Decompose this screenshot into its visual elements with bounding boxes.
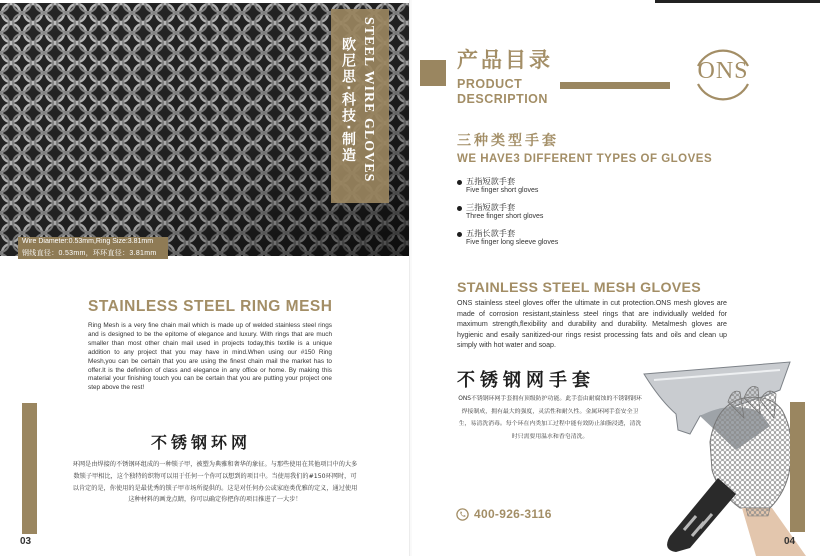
phone-number: 400-926-3116 (474, 507, 552, 521)
mesh-gloves-paragraph: ONS stainless steel gloves offer the ultimate in cut protection.ONS mesh gloves are made of corrosion resistant,stainless steel rings that are individually welded for maximum strength,flexibility and durability and durability. Metalmesh gloves are hygienic and esaily sanitized-our rings resist processing fats and oils and clean up simply with hot water and soap. (457, 299, 727, 350)
title-accent-square (420, 60, 446, 86)
glove-types-heading-en: WE HAVE3 DIFFERENT TYPES OF GLOVES (457, 153, 713, 165)
bullet-dot-icon (457, 180, 462, 185)
right-accent-bar (790, 402, 805, 532)
glove-type-cn: 五指短款手套 (466, 176, 516, 186)
mesh-gloves-heading-cn: 不锈钢网手套 (457, 370, 595, 391)
ring-mesh-heading-cn: 不锈钢环网 (151, 433, 252, 452)
glove-type-cn: 三指短款手套 (466, 202, 516, 212)
ring-mesh-paragraph-cn: 环网是由焊接的不锈钢环组成的一种锁子甲，被塑为典雅和奢华的象征。与那些使用在其他项目中的大多数锁子甲相比，这个独特的织物可以用于任何一个你可以想到的项目中。当使用我们的#150环网时，可以肯定的是，你使用的是最优秀的锁子甲市场所提供的。这是对任何办公或家庭类优雅的定义，通过使用这种材料的画龙点睛，你可以确定你把你的项目推进了一大步！ (72, 461, 358, 504)
page-number-left: 03 (20, 536, 32, 547)
wire-spec-caption-en: Wire Diameter:0.53mm,Ring Size:3.81mm (22, 238, 154, 245)
title-rule (560, 82, 670, 89)
page-number-right: 04 (784, 536, 796, 547)
glove-type-en: Five finger short gloves (466, 187, 539, 194)
glove-holding-knife-image (640, 360, 810, 556)
ons-logo-text: ONS (697, 58, 749, 84)
product-title-en-1: PRODUCT (457, 77, 523, 91)
product-title-en-2: DESCRIPTION (457, 92, 548, 106)
hero-title-cn: 欧尼思·科技·制造 (340, 37, 356, 164)
glove-type-en: Five finger long sleeve gloves (466, 239, 559, 246)
left-accent-bar (22, 403, 37, 534)
glove-type-cn: 五指长款手套 (466, 228, 516, 238)
product-description-title-cn: 产品目录 (457, 47, 553, 72)
ring-mesh-heading: STAINLESS STEEL RING MESH (88, 298, 333, 315)
hero-photo-chainmail (0, 3, 412, 256)
mesh-gloves-paragraph-cn: ONS不锈钢环网手套拥有顶级防护功能。此手套由耐腐蚀的不锈钢钢环焊接制成，拥有最大的强度，灵活性和耐久性。金属环网手套安全卫生，易清洗消毒。每个环在内类加工过程中能有效防止油脂浸透，清洗时只需要用温水和香皂清洗。 (458, 396, 642, 440)
mesh-gloves-heading: STAINLESS STEEL MESH GLOVES (457, 280, 702, 296)
bullet-dot-icon (457, 232, 462, 237)
hero-title-en: STEEL WIRE GLOVES (361, 17, 376, 183)
glove-types-heading-cn: 三种类型手套 (457, 133, 559, 149)
ring-mesh-paragraph: Ring Mesh is a very fine chain mail which is made up of welded stainless steel rings and is designed to be the epitome of elegance and luxury. With rings that are much smaller than most other chain mail used in projects today,this textile is a unique addition to any project that you may have in mind.When using our #150 Ring Mesh,you can be certain that you are using the finest chain mail the market has to offer.It is the definition of class and elegance in any office or home. By making this material your finishing touch you can be certain that you are putting your project one step above the rest! (88, 322, 332, 392)
phone-icon (456, 508, 469, 521)
wire-spec-caption-cn: 钢线直径：0.53mm，环环直径：3.81mm (22, 250, 157, 257)
bullet-dot-icon (457, 206, 462, 211)
top-rule (655, 0, 820, 3)
glove-type-en: Three finger short gloves (466, 213, 544, 220)
